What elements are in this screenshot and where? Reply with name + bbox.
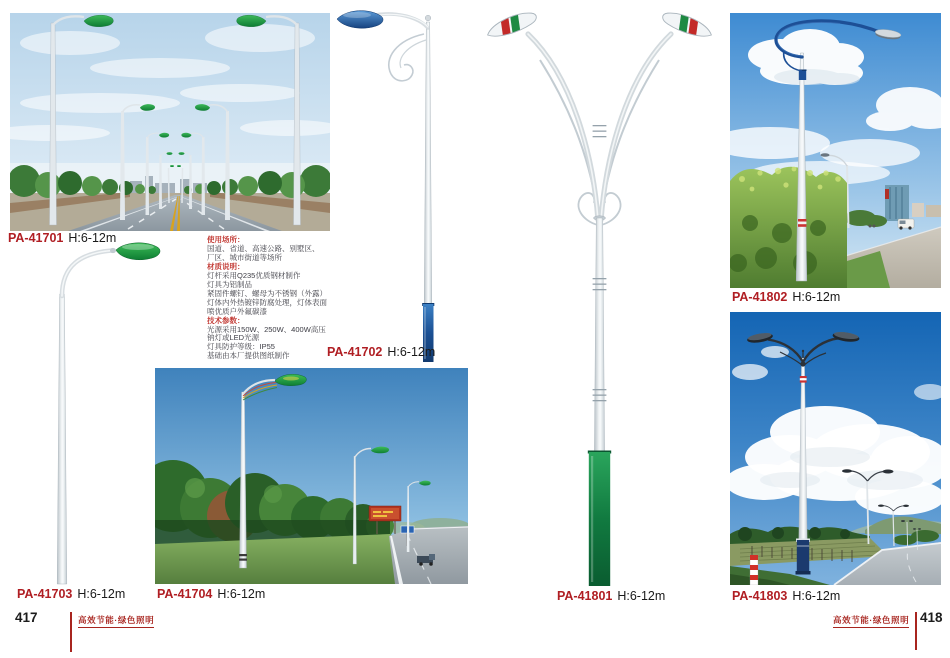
spec-line: 灯体内外热镀锌防腐处理，灯体表面 bbox=[207, 297, 327, 307]
spec-line: 喷优质户外氟碳漆 bbox=[207, 306, 267, 316]
product-height: H:6-12m bbox=[617, 589, 666, 603]
spec-line: 基础由本厂提供图纸制作 bbox=[207, 351, 290, 361]
spec-line: 灯具为铝制品 bbox=[207, 279, 252, 289]
product-label-pa-41701 bbox=[8, 231, 116, 245]
photo-pa-41704 bbox=[155, 368, 468, 584]
lamp-head-right bbox=[653, 6, 717, 44]
photo-pa-41701 bbox=[10, 13, 330, 231]
footer-rule-right bbox=[915, 612, 917, 650]
lamp-render-pa-41703 bbox=[0, 240, 170, 586]
footer-slogan-left: 高效节能·绿色照明 bbox=[78, 615, 154, 628]
lamp-render-pa-41702 bbox=[327, 6, 467, 364]
spec-line: 国道、省道、高速公路、别墅区、 bbox=[207, 243, 320, 253]
product-code: PA-41701 bbox=[8, 231, 64, 245]
product-label-pa-41703 bbox=[17, 587, 125, 601]
product-code: PA-41802 bbox=[732, 290, 788, 304]
spec-tech-title: 技术参数： bbox=[207, 315, 245, 325]
product-label-pa-41802 bbox=[732, 290, 840, 304]
photo-pa-41802 bbox=[730, 13, 941, 288]
product-label-pa-41801 bbox=[557, 589, 665, 603]
spec-usage-title: 使用场所： bbox=[207, 235, 245, 244]
spec-line: 钠灯或LED光源 bbox=[207, 333, 260, 343]
spec-line: 灯具防护等级：IP55 bbox=[207, 342, 275, 352]
product-height: H:6-12m bbox=[792, 290, 841, 304]
product-label-pa-41704 bbox=[157, 587, 265, 601]
spec-line: 光源采用150W、250W、400W高压 bbox=[207, 324, 326, 334]
product-label-pa-41702 bbox=[327, 345, 435, 359]
spec-line: 紧固件螺钉、螺母为不锈钢（外露） bbox=[207, 288, 327, 298]
product-height: H:6-12m bbox=[77, 587, 126, 601]
product-height: H:6-12m bbox=[387, 345, 436, 359]
product-code: PA-41803 bbox=[732, 589, 788, 603]
product-code: PA-41801 bbox=[557, 589, 613, 603]
footer-rule-left bbox=[70, 612, 72, 652]
page-number-left: 417 bbox=[15, 610, 38, 625]
footer-slogan-right: 高效节能·绿色照明 bbox=[833, 615, 909, 628]
lamp-head-left bbox=[481, 6, 545, 44]
product-label-pa-41803 bbox=[732, 589, 840, 603]
product-height: H:6-12m bbox=[792, 589, 841, 603]
photo-pa-41803 bbox=[730, 312, 941, 585]
lamp-render-pa-41801 bbox=[480, 6, 720, 587]
product-code: PA-41704 bbox=[157, 587, 213, 601]
page-number-right: 418 bbox=[920, 610, 943, 625]
product-code: PA-41703 bbox=[17, 587, 73, 601]
product-code: PA-41702 bbox=[327, 345, 383, 359]
spec-material-title: 材质说明： bbox=[207, 261, 245, 271]
product-height: H:6-12m bbox=[68, 231, 117, 245]
spec-line: 厂区、城市街道等场所 bbox=[207, 252, 282, 262]
spec-line: 灯杆采用Q235优质钢材制作 bbox=[207, 270, 301, 280]
spec-text-block bbox=[207, 236, 343, 361]
product-height: H:6-12m bbox=[217, 587, 266, 601]
